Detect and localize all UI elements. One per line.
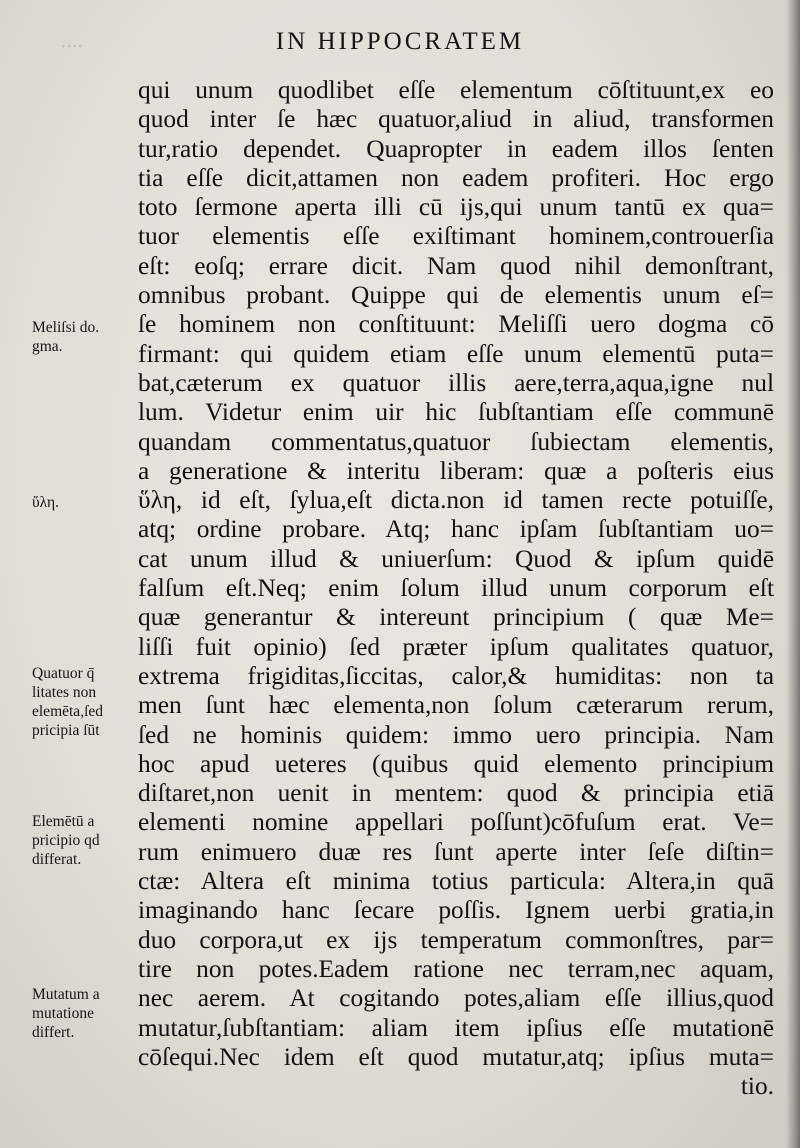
side-note-elementum bbox=[32, 812, 142, 869]
text-line: quæ generantur & intereunt principium ( quæ Me= bbox=[138, 603, 774, 632]
text-line: ctæ: Altera eſt minima totius particula: Altera,in quā bbox=[138, 867, 774, 896]
text-line: eſt: eoſq; errare dicit. Nam quod nihil demonſtrant, bbox=[138, 251, 774, 280]
side-note-line: Mutatum a bbox=[32, 986, 100, 1003]
text-line: imaginando hanc ſecare poſſis. Ignem uerbi gratia,in bbox=[138, 896, 774, 925]
text-line: duo corpora,ut ex ijs temperatum commonſtres, par= bbox=[138, 925, 774, 954]
side-note-mutatum bbox=[32, 985, 142, 1042]
text-line: extrema frigiditas,ſiccitas, calor,& humiditas: non ta bbox=[138, 661, 774, 690]
side-note-line: ὕλη. bbox=[32, 494, 60, 511]
text-line: atq; ordine probare. Atq; hanc ipſam ſubſtantiam uo= bbox=[138, 515, 774, 544]
text-line: lum. Videtur enim uir hic ſubſtantiam eſſe communē bbox=[138, 398, 774, 427]
text-line: a generatione & interitu liberam: quæ a poſteris eius bbox=[138, 456, 774, 485]
main-text-block bbox=[138, 76, 774, 1101]
text-line: omnibus probant. Quippe qui de elementis unum eſ= bbox=[138, 281, 774, 310]
side-note-line: pricipio qd bbox=[32, 832, 100, 849]
text-line: ὕλη, id eſt, ſylua,eſt dicta.non id tamen recte potuiſſe, bbox=[138, 486, 774, 515]
text-line: ſe hominem non conſtituunt: Meliſſi uero dogma cō bbox=[138, 310, 774, 339]
text-line: cat unum illud & uniuerſum: Quod & ipſum quidē bbox=[138, 544, 774, 573]
text-line: elementi nomine appellari poſſunt)cōfuſum erat. Ve= bbox=[138, 808, 774, 837]
side-note-line: elemēta,ſed bbox=[32, 703, 103, 720]
text-line: quod inter ſe hæc quatuor,aliud in aliud, transformen bbox=[138, 105, 774, 134]
text-line: men ſunt hæc elementa,non ſolum cæterarum rerum, bbox=[138, 691, 774, 720]
side-note-line: gma. bbox=[32, 338, 63, 355]
text-line: toto ſermone aperta illi cū ijs,qui unum tantū ex qua= bbox=[138, 193, 774, 222]
running-head: IN HIPPOCRATEM bbox=[275, 28, 525, 55]
side-note-melissi bbox=[32, 318, 142, 356]
side-note-line: differat. bbox=[32, 851, 82, 868]
bleed-through-text: ·⸱⸱⸱ bbox=[60, 36, 83, 58]
text-line: falſum eſt.Neq; enim ſolum illud unum corporum eſt bbox=[138, 574, 774, 603]
text-line: tio. bbox=[740, 1072, 774, 1101]
page-gutter-shadow bbox=[786, 0, 800, 1148]
side-note-line: pricipia ſūt bbox=[32, 722, 100, 739]
side-note-line: mutatione bbox=[32, 1005, 94, 1022]
text-line: tire non potes.Eadem ratione nec terram,nec aquam, bbox=[138, 954, 774, 983]
side-note-line: Elemētū a bbox=[32, 813, 95, 830]
text-line: tuor elementis eſſe exiſtimant hominem,controuerſia bbox=[138, 222, 774, 251]
side-note-line: Quatuor q̄ bbox=[32, 665, 95, 682]
text-line: hoc apud ueteres (quibus quid elemento principium bbox=[138, 749, 774, 778]
text-line: firmant: qui quidem etiam eſſe unum elementū puta= bbox=[138, 339, 774, 368]
side-note-line: litates non bbox=[32, 684, 97, 701]
text-line: mutatur,ſubſtantiam: aliam item ipſius eſſe mutationē bbox=[138, 1013, 774, 1042]
text-line: tur,ratio dependet. Quapropter in eadem illos ſenten bbox=[138, 134, 774, 163]
text-line: diſtaret,non uenit in mentem: quod & principia etiā bbox=[138, 779, 774, 808]
text-line: bat,cæterum ex quatuor illis aere,terra,aqua,igne nul bbox=[138, 368, 774, 397]
text-line: cōſequi.Nec idem eſt quod mutatur,atq; ipſius muta= bbox=[138, 1042, 774, 1071]
side-note-qualitates bbox=[32, 664, 142, 740]
side-note-line: differt. bbox=[32, 1024, 75, 1041]
text-line: ſed ne hominis quidem: immo uero principia. Nam bbox=[138, 720, 774, 749]
text-line: quandam commentatus,quatuor ſubiectam elementis, bbox=[138, 427, 774, 456]
text-line: liſſi fuit opinio) ſed præter ipſum qualitates quatuor, bbox=[138, 632, 774, 661]
side-note-line: Meliſsi do. bbox=[32, 319, 100, 336]
side-note-hyle bbox=[32, 493, 142, 512]
text-line: qui unum quodlibet eſſe elementum cōſtituunt,ex eo bbox=[138, 76, 774, 104]
text-line: tia eſſe dicit,attamen non eadem profiteri. Hoc ergo bbox=[138, 163, 774, 192]
text-line: nec aerem. At cogitando potes,aliam eſſe illius,quod bbox=[138, 984, 774, 1013]
text-line: rum enimuero duæ res ſunt aperte inter ſeſe diſtin= bbox=[138, 837, 774, 866]
